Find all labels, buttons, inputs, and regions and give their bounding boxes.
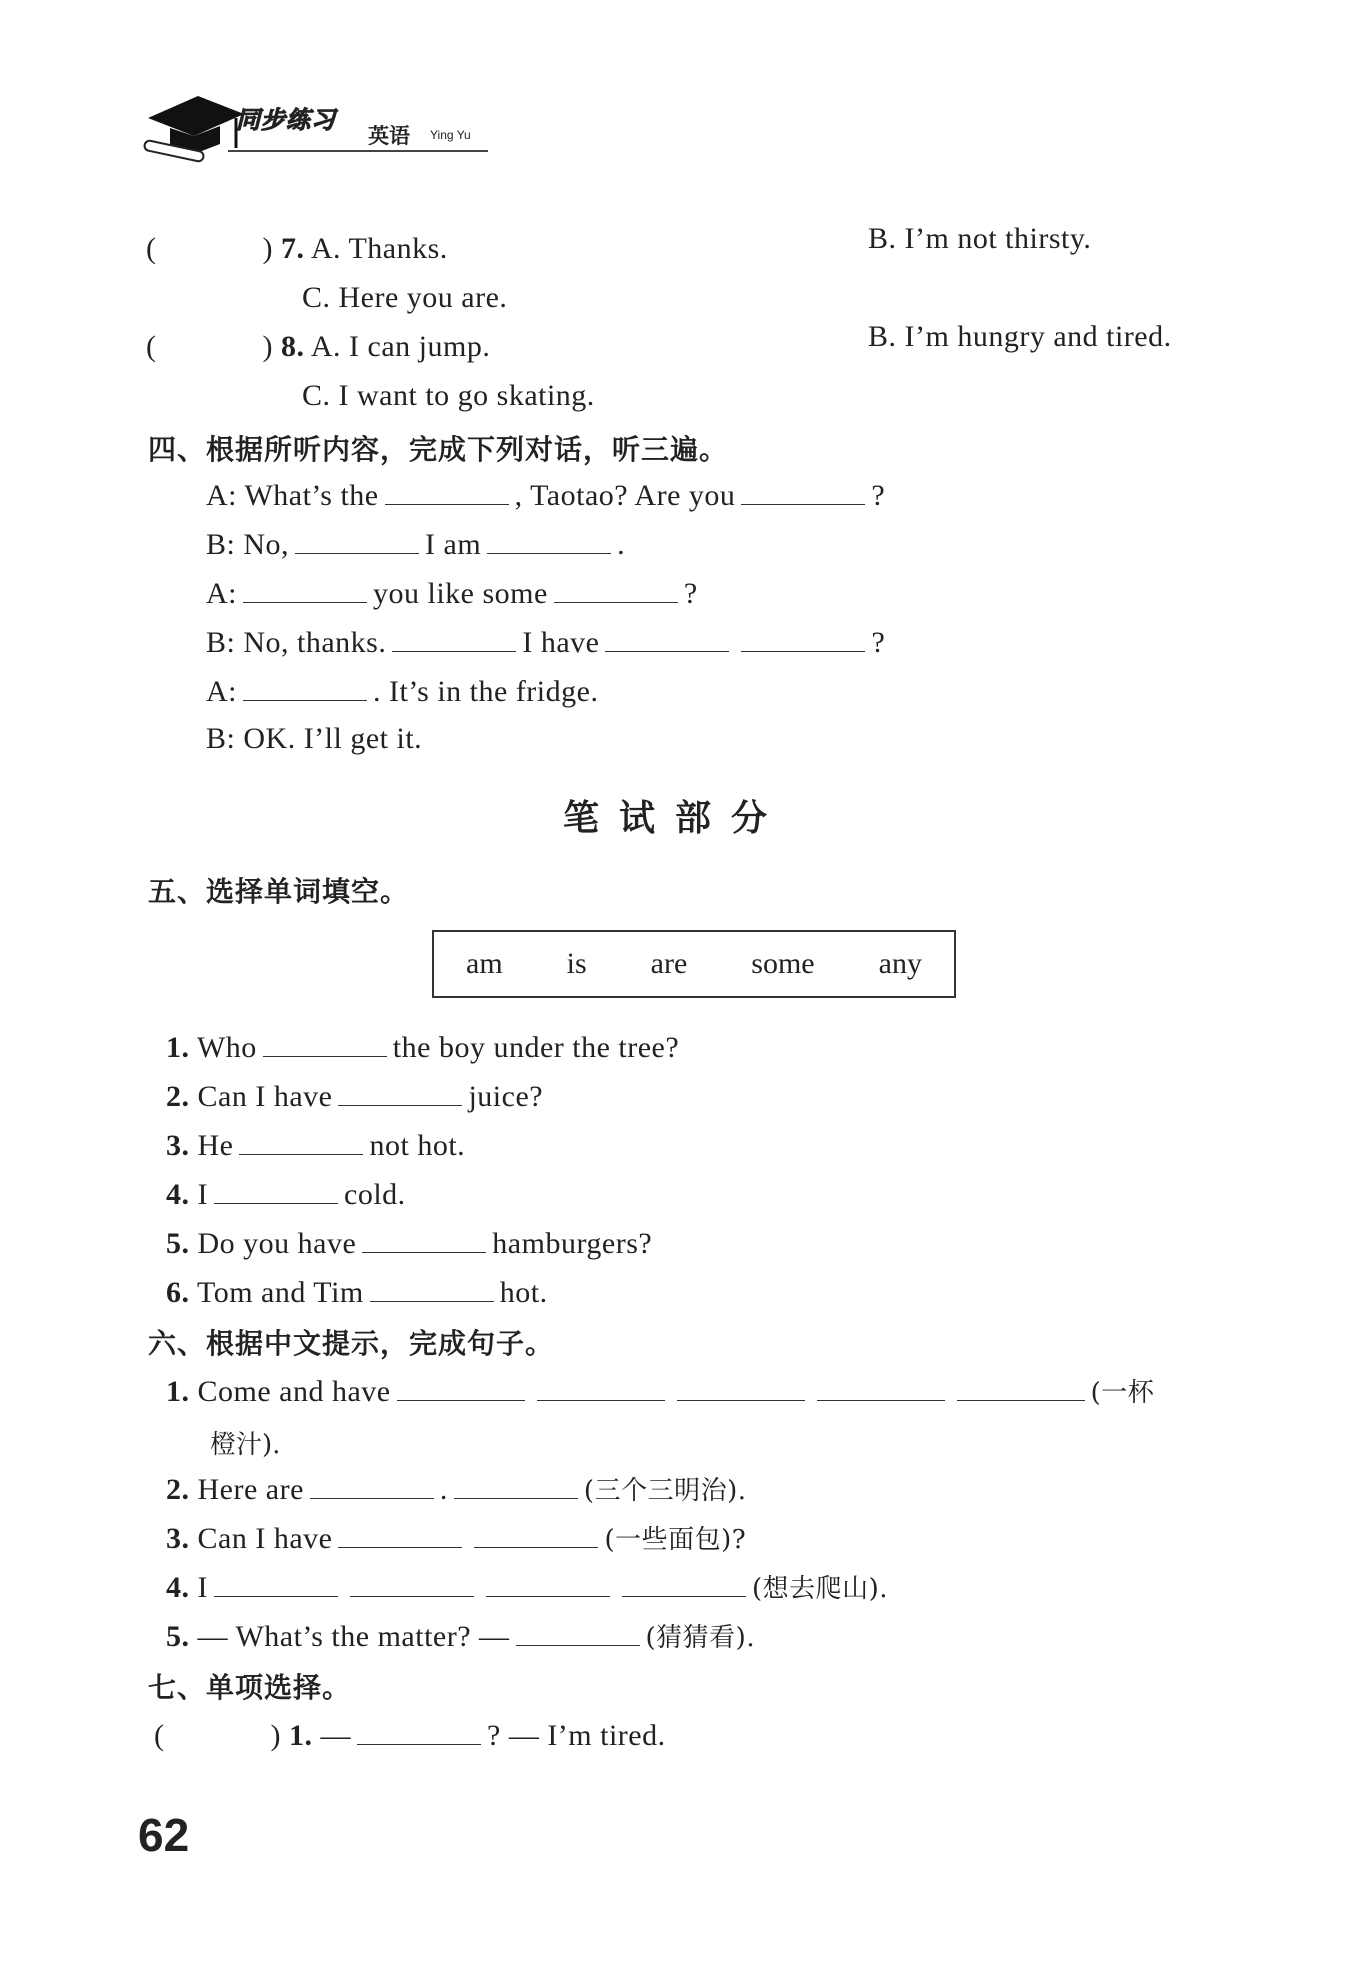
- dialog-line: A: you like some ?: [206, 574, 698, 611]
- part5-heading: 五、选择单词填空。: [148, 875, 410, 908]
- header-title: 同步练习: [236, 106, 336, 134]
- blank[interactable]: [214, 1568, 338, 1597]
- blank[interactable]: [362, 1224, 486, 1253]
- blank[interactable]: [957, 1372, 1085, 1401]
- blank[interactable]: [214, 1175, 338, 1204]
- blank[interactable]: [357, 1716, 481, 1745]
- word-bank-item: is: [566, 947, 587, 980]
- blank[interactable]: [474, 1519, 598, 1548]
- paren-open: (: [146, 330, 157, 363]
- blank[interactable]: [239, 1126, 363, 1155]
- part4-heading: 四、根据所听内容，完成下列对话，听三遍。: [148, 433, 729, 466]
- part6-heading: 六、根据中文提示，完成句子。: [148, 1327, 555, 1360]
- word-bank-item: some: [751, 947, 815, 980]
- blank[interactable]: [370, 1273, 494, 1302]
- chinese-hint: (一杯: [1090, 1378, 1155, 1408]
- dialog-line: B: No, I am .: [206, 525, 625, 562]
- option-a: A. Thanks.: [310, 232, 448, 265]
- blank[interactable]: [516, 1617, 640, 1646]
- paren-open: (: [146, 232, 157, 265]
- blank[interactable]: [605, 623, 729, 652]
- paren-close: ): [270, 1719, 281, 1752]
- section-title: 笔试部分: [562, 798, 787, 839]
- fill-item: 4. I cold.: [166, 1175, 406, 1212]
- blank[interactable]: [392, 623, 516, 652]
- blank[interactable]: [243, 574, 367, 603]
- blank[interactable]: [350, 1568, 474, 1597]
- question-number: 7.: [281, 232, 305, 265]
- blank[interactable]: [263, 1028, 387, 1057]
- paren-open: (: [154, 1719, 165, 1752]
- blank[interactable]: [243, 672, 367, 701]
- blank[interactable]: [338, 1077, 462, 1106]
- translate-item: 5. — What’s the matter? — (猜猜看).: [166, 1617, 755, 1654]
- dialog-line: A: . It’s in the fridge.: [206, 672, 598, 709]
- translate-item: 1. Come and have (一杯: [166, 1372, 1154, 1409]
- fill-item: 2. Can I have juice?: [166, 1077, 543, 1114]
- chinese-hint-continued: 橙汁).: [210, 1430, 281, 1460]
- part7-heading: 七、单项选择。: [148, 1671, 352, 1704]
- header-pinyin: Ying Yu: [430, 128, 471, 142]
- translate-item: 3. Can I have (一些面包)?: [166, 1519, 746, 1556]
- blank[interactable]: [817, 1372, 945, 1401]
- chinese-hint: (一些面包)?: [604, 1525, 747, 1555]
- fill-item: 5. Do you have hamburgers?: [166, 1224, 652, 1261]
- option-c: C. Here you are.: [302, 281, 508, 314]
- question-number: 8.: [281, 330, 305, 363]
- paren-close: ): [262, 232, 273, 265]
- choice-item: ( ) 1. — ? — I’m tired.: [154, 1716, 666, 1753]
- word-bank: [432, 930, 956, 998]
- option-a: A. I can jump.: [310, 330, 491, 363]
- word-bank-item: any: [878, 947, 922, 980]
- blank[interactable]: [486, 1568, 610, 1597]
- header-rule: [228, 150, 488, 152]
- blank[interactable]: [741, 476, 865, 505]
- blank[interactable]: [537, 1372, 665, 1401]
- blank[interactable]: [741, 623, 865, 652]
- header-subject: 英语: [368, 124, 410, 148]
- blank[interactable]: [338, 1519, 462, 1548]
- blank[interactable]: [622, 1568, 746, 1597]
- blank[interactable]: [385, 476, 509, 505]
- blank[interactable]: [397, 1372, 525, 1401]
- page-number: 62: [138, 1809, 190, 1861]
- fill-item: 3. He not hot.: [166, 1126, 465, 1163]
- blank[interactable]: [487, 525, 611, 554]
- dialog-line: A: What’s the , Taotao? Are you ?: [206, 476, 885, 513]
- fill-item: 1. Who the boy under the tree?: [166, 1028, 679, 1065]
- translate-item: 2. Here are . (三个三明治).: [166, 1470, 746, 1507]
- blank[interactable]: [554, 574, 678, 603]
- blank[interactable]: [295, 525, 419, 554]
- translate-item: 4. I (想去爬山).: [166, 1568, 888, 1605]
- option-b: B. I’m not thirsty.: [868, 222, 1092, 255]
- graduation-cap-icon: [140, 88, 250, 168]
- fill-item: 6. Tom and Tim hot.: [166, 1273, 548, 1310]
- blank[interactable]: [454, 1470, 578, 1499]
- blank[interactable]: [310, 1470, 434, 1499]
- blank[interactable]: [677, 1372, 805, 1401]
- dialog-line: B: OK. I’ll get it.: [206, 722, 423, 755]
- paren-close: ): [262, 330, 273, 363]
- option-c: C. I want to go skating.: [302, 379, 595, 412]
- dialog-line: B: No, thanks. I have ?: [206, 623, 885, 660]
- chinese-hint: (猜猜看).: [645, 1623, 756, 1653]
- question-8: [146, 330, 490, 364]
- chinese-hint: (三个三明治).: [583, 1476, 747, 1506]
- word-bank-item: are: [650, 947, 688, 980]
- option-b: B. I’m hungry and tired.: [868, 320, 1172, 353]
- chinese-hint: (想去爬山).: [752, 1574, 889, 1604]
- question-7: [146, 232, 448, 266]
- word-bank-item: am: [466, 947, 503, 980]
